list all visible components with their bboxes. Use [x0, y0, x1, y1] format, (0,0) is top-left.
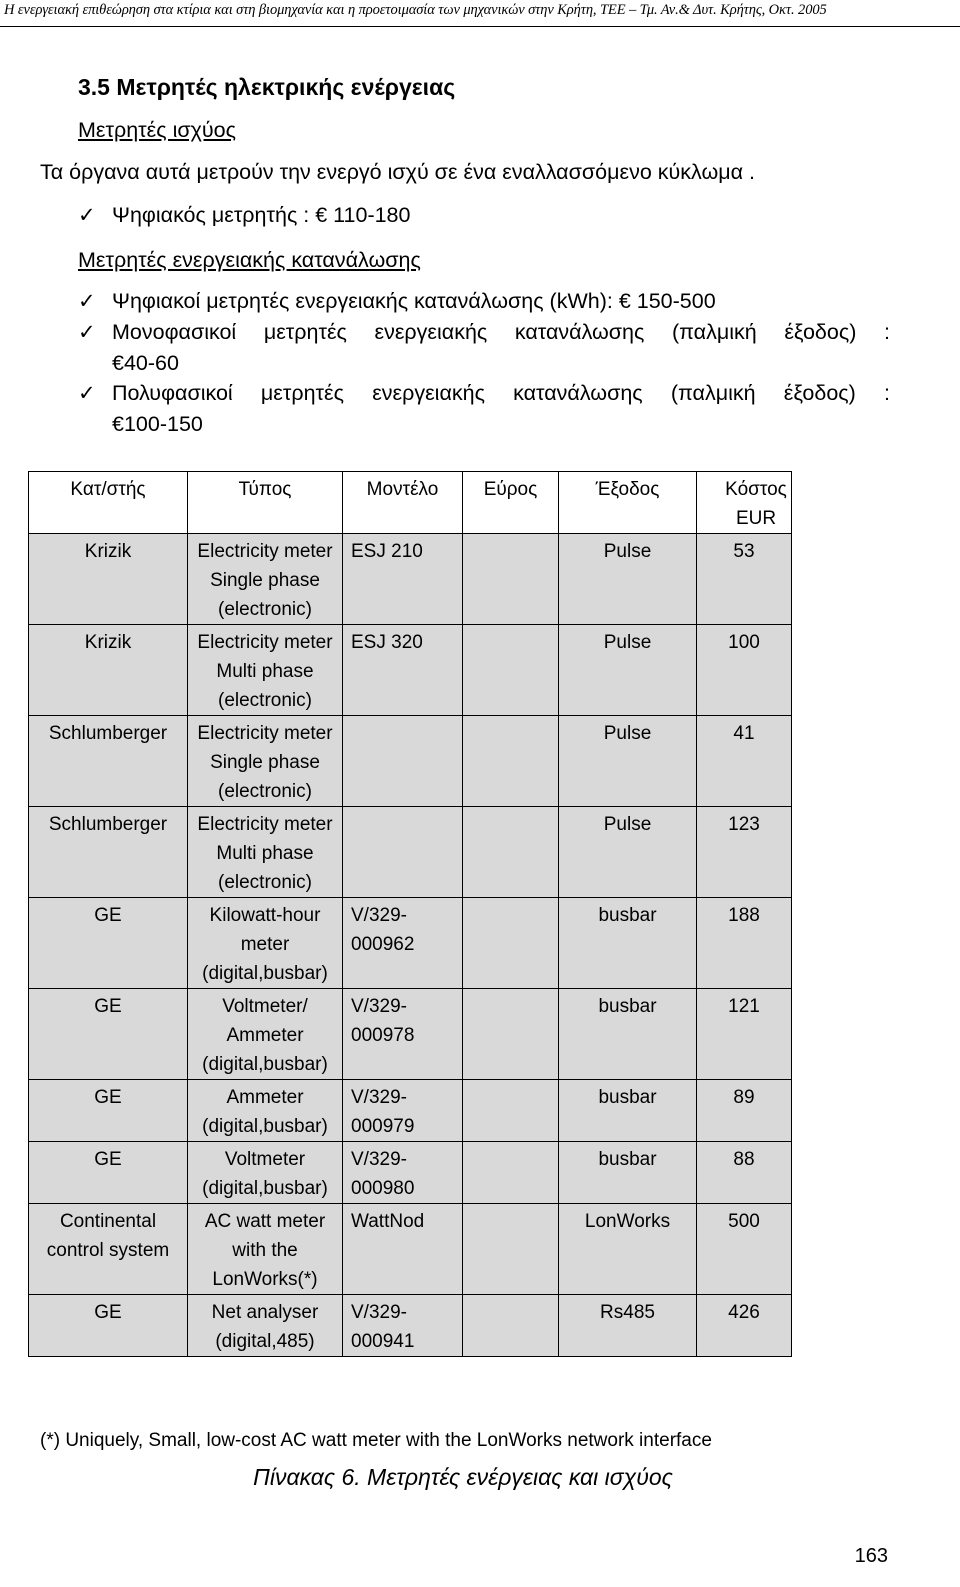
checkmark-icon: ✓ [78, 204, 96, 227]
cell-output: Pulse [559, 716, 697, 807]
single-phase-text-f: έξοδος) [784, 320, 857, 344]
cell-type: Kilowatt-hour meter (digital,busbar) [188, 898, 343, 989]
cell-type: Electricity meter Multi phase (electronic) [188, 625, 343, 716]
table-row [29, 534, 792, 625]
cell-manufacturer: Schlumberger [29, 807, 188, 898]
table-caption: Πίνακας 6. Μετρητές ενέργειας και ισχύος [253, 1464, 673, 1490]
table-row [29, 625, 792, 716]
cell-cost: 89 [697, 1080, 792, 1142]
footnote: (*) Uniquely, Small, low-cost AC watt meter with the LonWorks network interface [40, 1430, 712, 1451]
checkmark-icon: ✓ [78, 321, 96, 344]
header-cost [697, 472, 792, 534]
table-row [29, 989, 792, 1080]
page-number: 163 [854, 1545, 888, 1567]
cell-model: V/329-000962 [343, 898, 463, 989]
table-row [29, 898, 792, 989]
cell-output: Pulse [559, 807, 697, 898]
single-phase-text-c: ενεργειακής [374, 320, 488, 344]
multi-phase-text-b: μετρητές [260, 381, 344, 405]
header-cost-label: Κόστος EUR [725, 479, 787, 529]
cell-manufacturer: GE [29, 1080, 188, 1142]
cell-cost: 88 [697, 1142, 792, 1204]
cell-cost: 426 [697, 1295, 792, 1357]
cell-type: Ammeter (digital,busbar) [188, 1080, 343, 1142]
energy-meters-heading: Μετρητές ενεργειακής κατανάλωσης [78, 248, 421, 272]
cell-model: ESJ 320 [343, 625, 463, 716]
list-item-multi-phase-line2: €100-150 [112, 412, 203, 436]
checkmark-icon: ✓ [78, 382, 96, 405]
single-phase-text-b: μετρητές [263, 320, 347, 344]
header-model: Μοντέλο [343, 472, 463, 534]
cell-type: Electricity meter Multi phase (electronic) [188, 807, 343, 898]
multi-phase-text-d: κατανάλωσης [513, 381, 643, 405]
cell-type: AC watt meter with the LonWorks(*) [188, 1204, 343, 1295]
table-header-row [29, 472, 792, 534]
cell-model [343, 716, 463, 807]
list-item-single-phase-line2: €40-60 [112, 351, 179, 375]
multi-phase-text-a: Πολυφασικοί [112, 381, 233, 405]
cell-range [463, 807, 559, 898]
cell-range [463, 989, 559, 1080]
cell-model: ESJ 210 [343, 534, 463, 625]
meters-table [28, 471, 792, 1357]
single-phase-text-a: Μονοφασικοί [112, 320, 237, 344]
cell-model: V/329-000979 [343, 1080, 463, 1142]
list-item-multi-phase-line1 [112, 381, 890, 406]
cell-range [463, 1295, 559, 1357]
single-phase-text-d: κατανάλωσης [514, 320, 645, 344]
cell-manufacturer: GE [29, 898, 188, 989]
cell-model: V/329-000941 [343, 1295, 463, 1357]
cell-range [463, 716, 559, 807]
running-header: Η ενεργειακή επιθεώρηση στα κτίρια και στη βιομηχανία και η προετοιμασία των μηχανικών στην Κρήτη, ΤΕΕ – Τμ. Αν.& Δυτ. Κρήτης, Οκτ. 2005 [4, 2, 827, 18]
table-body [29, 534, 792, 1357]
section-title: 3.5 Μετρητές ηλεκτρικής ενέργειας [78, 74, 456, 100]
multi-phase-text-f: έξοδος) [783, 381, 856, 405]
cell-cost: 500 [697, 1204, 792, 1295]
list-item-single-phase-line1 [112, 320, 890, 345]
cell-cost: 53 [697, 534, 792, 625]
cell-cost: 41 [697, 716, 792, 807]
cell-cost: 121 [697, 989, 792, 1080]
power-meters-heading: Μετρητές ισχύος [78, 118, 236, 142]
header-type: Τύπος [188, 472, 343, 534]
cell-model [343, 807, 463, 898]
header-range: Εύρος [463, 472, 559, 534]
table-row [29, 1295, 792, 1357]
cell-manufacturer: Schlumberger [29, 716, 188, 807]
checkmark-icon: ✓ [78, 290, 96, 313]
cell-output: busbar [559, 1080, 697, 1142]
cell-range [463, 1080, 559, 1142]
list-item-digital-power-meter: Ψηφιακός μετρητής : € 110-180 [112, 203, 411, 227]
header-manufacturer: Κατ/στής [29, 472, 188, 534]
single-phase-text-e: (παλμική [671, 320, 757, 344]
power-meters-text: Τα όργανα αυτά μετρούν την ενεργό ισχύ σε ένα εναλλασσόμενο κύκλωμα . [40, 160, 755, 184]
cell-cost: 123 [697, 807, 792, 898]
cell-output: busbar [559, 898, 697, 989]
cell-output: busbar [559, 1142, 697, 1204]
cell-cost: 188 [697, 898, 792, 989]
cell-manufacturer: Continental control system [29, 1204, 188, 1295]
table-row [29, 1142, 792, 1204]
cell-type: Voltmeter/ Ammeter (digital,busbar) [188, 989, 343, 1080]
multi-phase-text-e: (παλμική [670, 381, 756, 405]
cell-model: V/329-000980 [343, 1142, 463, 1204]
cell-type: Voltmeter (digital,busbar) [188, 1142, 343, 1204]
header-output: Έξοδος [559, 472, 697, 534]
cell-type: Electricity meter Single phase (electronic) [188, 716, 343, 807]
cell-output: busbar [559, 989, 697, 1080]
multi-phase-text-g: : [884, 381, 890, 405]
multi-phase-text-c: ενεργειακής [372, 381, 485, 405]
cell-manufacturer: Krizik [29, 534, 188, 625]
cell-output: LonWorks [559, 1204, 697, 1295]
cell-output: Rs485 [559, 1295, 697, 1357]
cell-manufacturer: Krizik [29, 625, 188, 716]
table-row [29, 1080, 792, 1142]
cell-output: Pulse [559, 625, 697, 716]
cell-range [463, 534, 559, 625]
cell-model: WattNod [343, 1204, 463, 1295]
cell-range [463, 898, 559, 989]
table-row [29, 807, 792, 898]
cell-output: Pulse [559, 534, 697, 625]
cell-range [463, 625, 559, 716]
cell-manufacturer: GE [29, 989, 188, 1080]
table-row [29, 1204, 792, 1295]
cell-range [463, 1142, 559, 1204]
list-item-digital-energy-meter: Ψηφιακοί μετρητές ενεργειακής κατανάλωσης (kWh): € 150-500 [112, 289, 716, 313]
cell-model: V/329-000978 [343, 989, 463, 1080]
header-divider [0, 26, 960, 27]
cell-manufacturer: GE [29, 1142, 188, 1204]
table-row [29, 716, 792, 807]
cell-type: Net analyser (digital,485) [188, 1295, 343, 1357]
cell-range [463, 1204, 559, 1295]
single-phase-text-g: : [883, 320, 890, 344]
cell-manufacturer: GE [29, 1295, 188, 1357]
cell-type: Electricity meter Single phase (electronic) [188, 534, 343, 625]
cell-cost: 100 [697, 625, 792, 716]
